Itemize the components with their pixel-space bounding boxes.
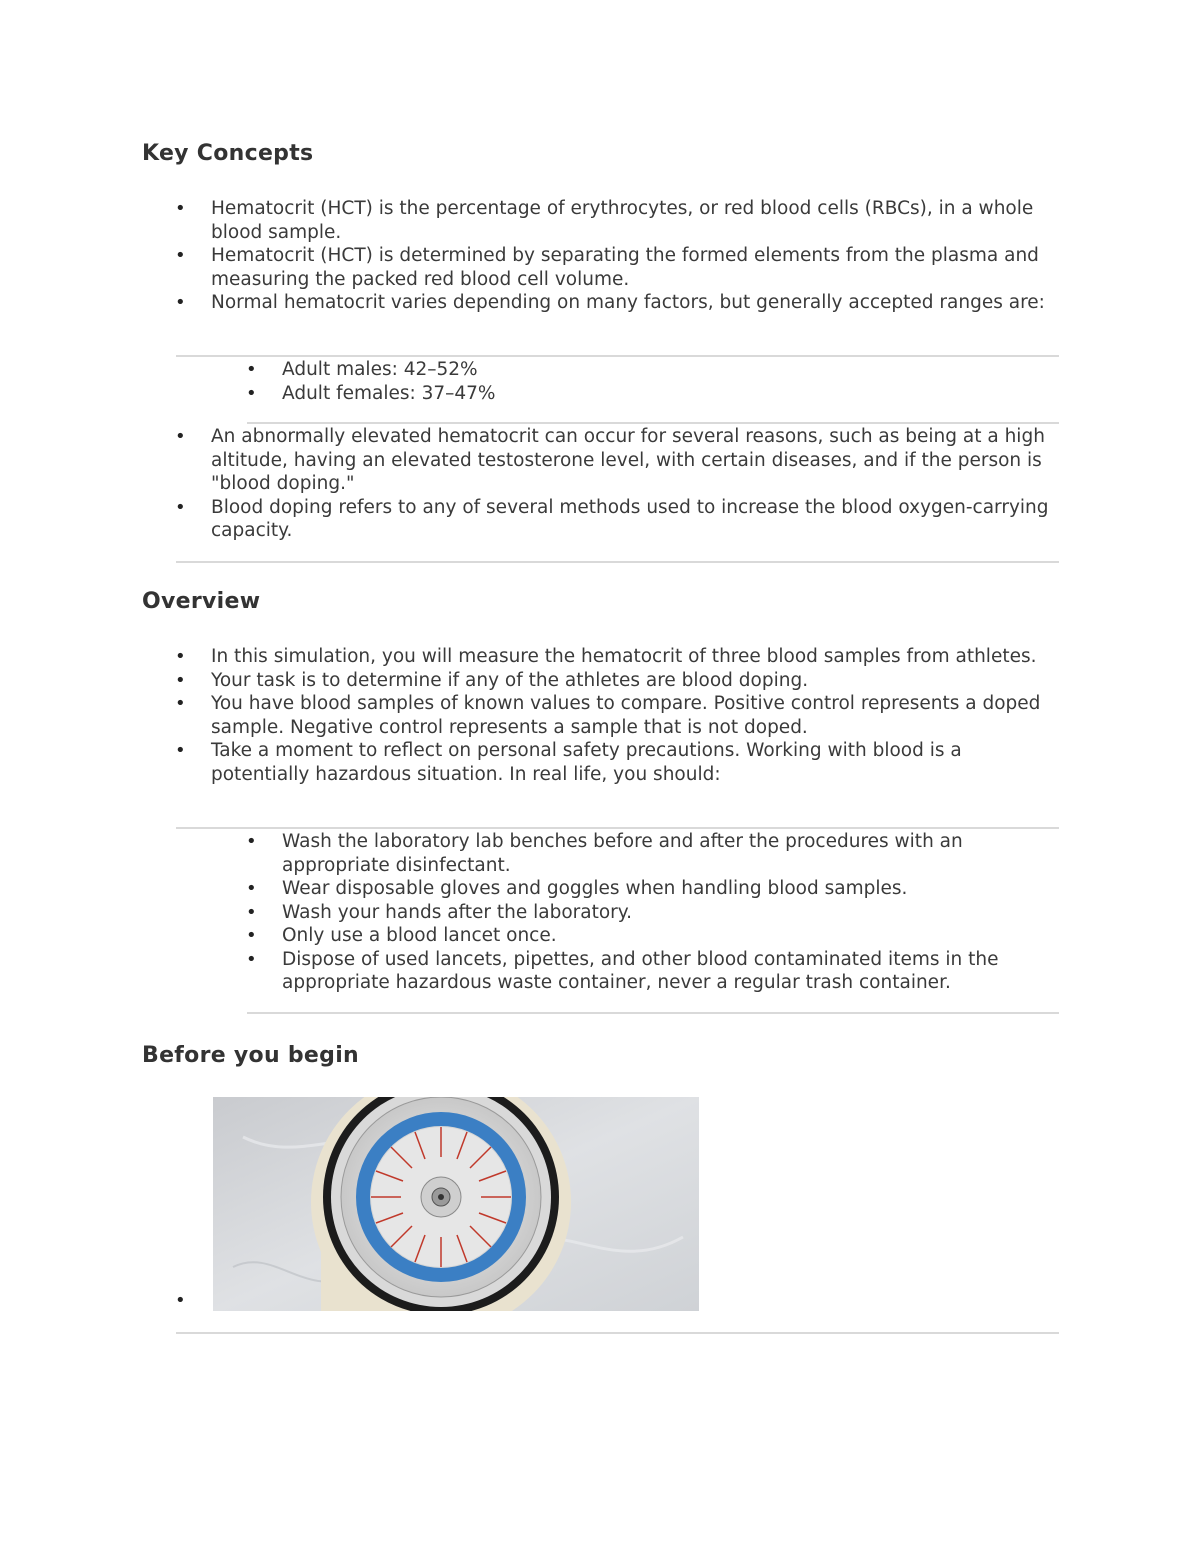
divider	[176, 1332, 1059, 1334]
list-item: • Only use a blood lancet once.	[282, 924, 1062, 948]
divider	[247, 422, 1059, 424]
list-item: • Wash the laboratory lab benches before and after the procedures with an appropriate disinfectant.	[282, 830, 1062, 877]
divider	[176, 561, 1059, 563]
divider	[176, 355, 1059, 357]
divider	[247, 1012, 1059, 1014]
list-item: • Dispose of used lancets, pipettes, and other blood contaminated items in the appropriate hazardous waste container, never a regular trash container.	[282, 948, 1062, 995]
list-item: • An abnormally elevated hematocrit can occur for several reasons, such as being at a high altitude, having an elevated testosterone level, with certain diseases, and if the person is "blood doping."	[211, 425, 1061, 496]
list-item: • Wear disposable gloves and goggles when handling blood samples.	[282, 877, 1062, 901]
overview-list	[211, 645, 1061, 786]
key-concepts-list	[211, 197, 1061, 315]
list-item: • Hematocrit (HCT) is determined by separating the formed elements from the plasma and measuring the packed red blood cell volume.	[211, 244, 1061, 291]
list-item: • Your task is to determine if any of the athletes are blood doping.	[211, 669, 1061, 693]
key-concepts-heading: Key Concepts	[142, 141, 314, 166]
list-item: • You have blood samples of known values to compare. Positive control represents a doped sample. Negative control represents a sample that is not doped.	[211, 692, 1061, 739]
overview-heading: Overview	[142, 589, 261, 614]
safety-list	[282, 830, 1062, 995]
list-item: • In this simulation, you will measure the hematocrit of three blood samples from athletes.	[211, 645, 1061, 669]
centrifuge-image	[213, 1097, 699, 1311]
list-item: • Take a moment to reflect on personal safety precautions. Working with blood is a potentially hazardous situation. In real life, you should:	[211, 739, 1061, 786]
hematocrit-ranges-list	[282, 358, 1062, 405]
before-you-begin-heading: Before you begin	[142, 1043, 360, 1068]
list-item: • Wash your hands after the laboratory.	[282, 901, 1062, 925]
list-item: • Adult females: 37–47%	[282, 382, 1062, 406]
list-item: • Normal hematocrit varies depending on many factors, but generally accepted ranges are:	[211, 291, 1061, 315]
list-item: • Hematocrit (HCT) is the percentage of erythrocytes, or red blood cells (RBCs), in a whole blood sample.	[211, 197, 1061, 244]
list-item: • Adult males: 42–52%	[282, 358, 1062, 382]
empty-bullet: •	[175, 1290, 186, 1311]
key-concepts-more-list	[211, 425, 1061, 543]
divider	[176, 827, 1059, 829]
list-item: • Blood doping refers to any of several methods used to increase the blood oxygen-carrying capacity.	[211, 496, 1061, 543]
